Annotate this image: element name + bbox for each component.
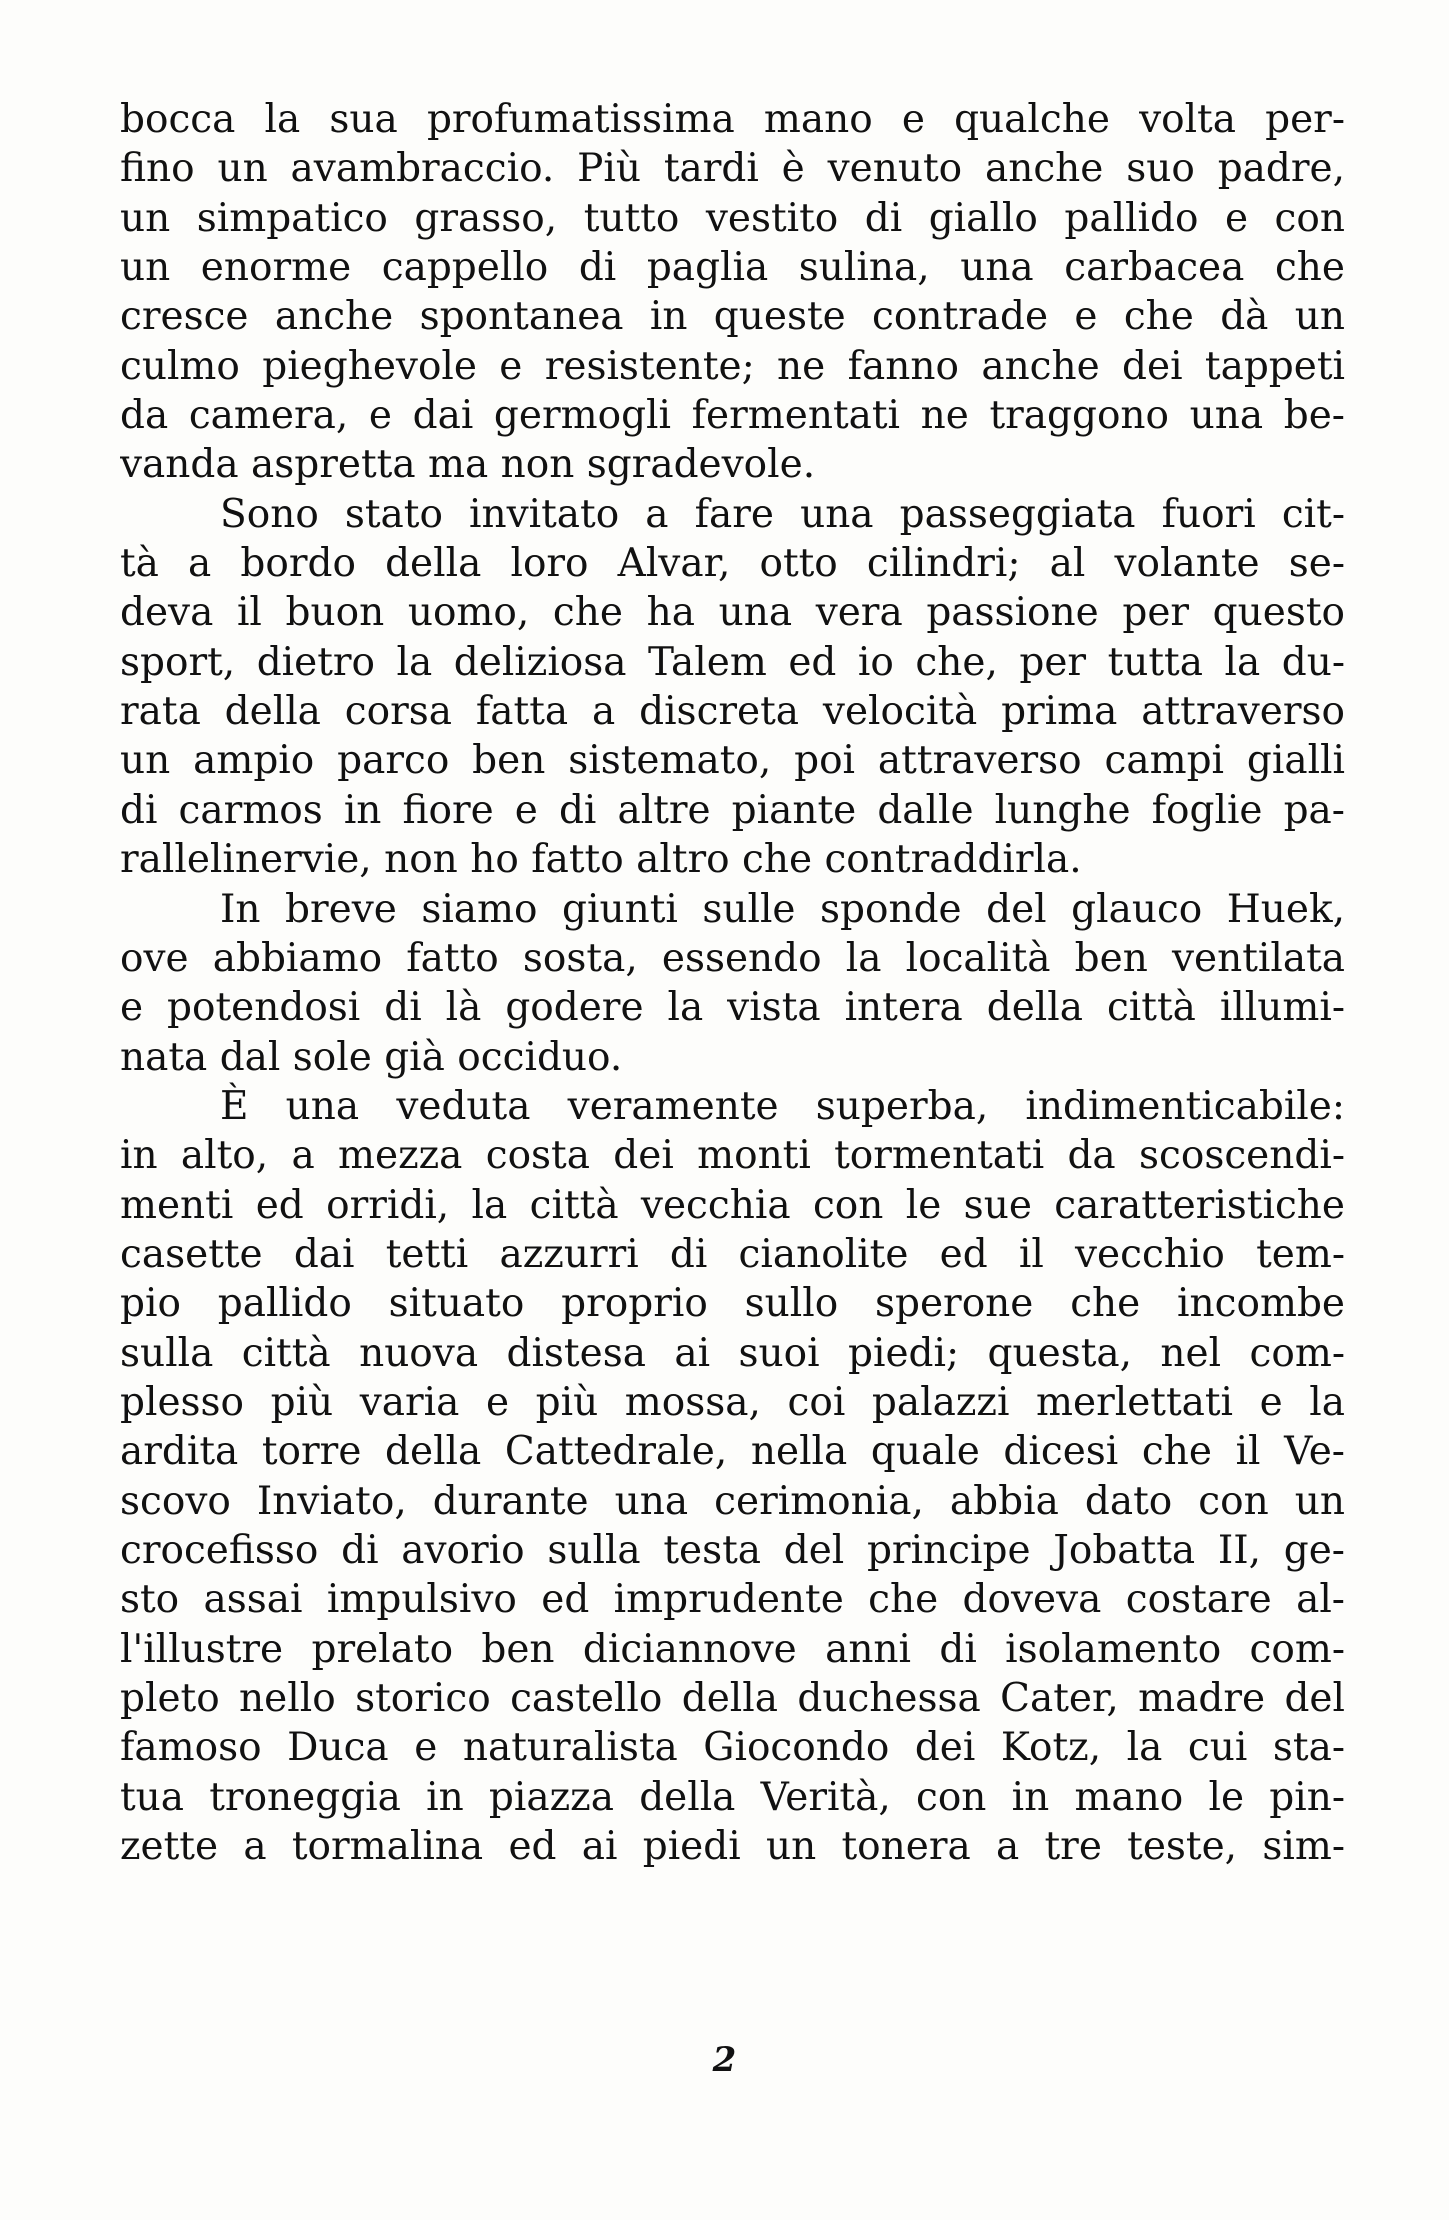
text-line: deva il buon uomo, che ha una vera passione per questo	[120, 590, 1345, 636]
paragraph-start-line: È una veduta veramente superba, indimenticabile:	[220, 1083, 1345, 1129]
text-line: rata della corsa fatta a discreta velocità prima attraverso	[120, 689, 1345, 735]
text-line: da camera, e dai germogli fermentati ne traggono una be-	[120, 393, 1345, 439]
text-line: sulla città nuova distesa ai suoi piedi; questa, nel com-	[120, 1330, 1345, 1376]
text-line: culmo pieghevole e resistente; ne fanno anche dei tappeti	[120, 343, 1345, 389]
paragraph-start-line: Sono stato invitato a fare una passeggiata fuori cit-	[220, 491, 1345, 537]
text-line: crocefisso di avorio sulla testa del principe Jobatta II, ge-	[120, 1527, 1345, 1573]
text-line: vanda aspretta ma non sgradevole.	[120, 442, 816, 488]
text-line: ardita torre della Cattedrale, nella quale dicesi che il Ve-	[120, 1429, 1345, 1475]
text-line: l'illustre prelato ben diciannove anni di isolamento com-	[120, 1626, 1345, 1672]
text-line: nata dal sole già occiduo.	[120, 1034, 623, 1080]
text-line: famoso Duca e naturalista Giocondo dei Kotz, la cui sta-	[120, 1725, 1345, 1771]
text-line: pio pallido situato proprio sullo sperone che incombe	[120, 1281, 1345, 1327]
text-line: menti ed orridi, la città vecchia con le sue caratteristiche	[120, 1182, 1345, 1228]
text-line: sport, dietro la deliziosa Talem ed io che, per tutta la du-	[120, 639, 1345, 685]
text-line: sto assai impulsivo ed imprudente che doveva costare al-	[120, 1577, 1345, 1623]
text-line: ove abbiamo fatto sosta, essendo la località ben ventilata	[120, 935, 1345, 981]
text-line: un simpatico grasso, tutto vestito di giallo pallido e con	[120, 195, 1345, 241]
text-line: pleto nello storico castello della duchessa Cater, madre del	[120, 1676, 1345, 1721]
text-line: un enorme cappello di paglia sulina, una carbacea che	[120, 245, 1345, 291]
text-line: scovo Inviato, durante una cerimonia, abbia dato con un	[120, 1478, 1345, 1524]
text-line: tà a bordo della loro Alvar, otto cilindri; al volante se-	[120, 541, 1345, 587]
text-line: in alto, a mezza costa dei monti tormentati da scoscendi-	[120, 1133, 1345, 1179]
paragraph-start-line: In breve siamo giunti sulle sponde del glauco Huek,	[220, 886, 1345, 932]
text-line: rallelinervie, non ho fatto altro che contraddirla.	[120, 837, 1082, 883]
text-line: casette dai tetti azzurri di cianolite ed il vecchio tem-	[120, 1231, 1345, 1277]
text-line: bocca la sua profumatissima mano e qualche volta per-	[120, 97, 1345, 142]
page-number: 2	[712, 2040, 737, 2080]
text-line: plesso più varia e più mossa, coi palazzi merlettati e la	[120, 1379, 1345, 1425]
text-line: di carmos in fiore e di altre piante dalle lunghe foglie pa-	[120, 787, 1345, 833]
text-line: un ampio parco ben sistemato, poi attraverso campi gialli	[120, 738, 1345, 784]
text-line: cresce anche spontanea in queste contrade e che dà un	[120, 294, 1345, 340]
text-line: zette a tormalina ed ai piedi un tonera a tre teste, sim-	[120, 1824, 1345, 1870]
text-line: tua troneggia in piazza della Verità, con in mano le pin-	[120, 1774, 1345, 1820]
text-line: fino un avambraccio. Più tardi è venuto anche suo padre,	[120, 146, 1345, 192]
body-text	[120, 95, 1345, 1871]
text-line: e potendosi di là godere la vista intera della città illumi-	[120, 985, 1345, 1031]
